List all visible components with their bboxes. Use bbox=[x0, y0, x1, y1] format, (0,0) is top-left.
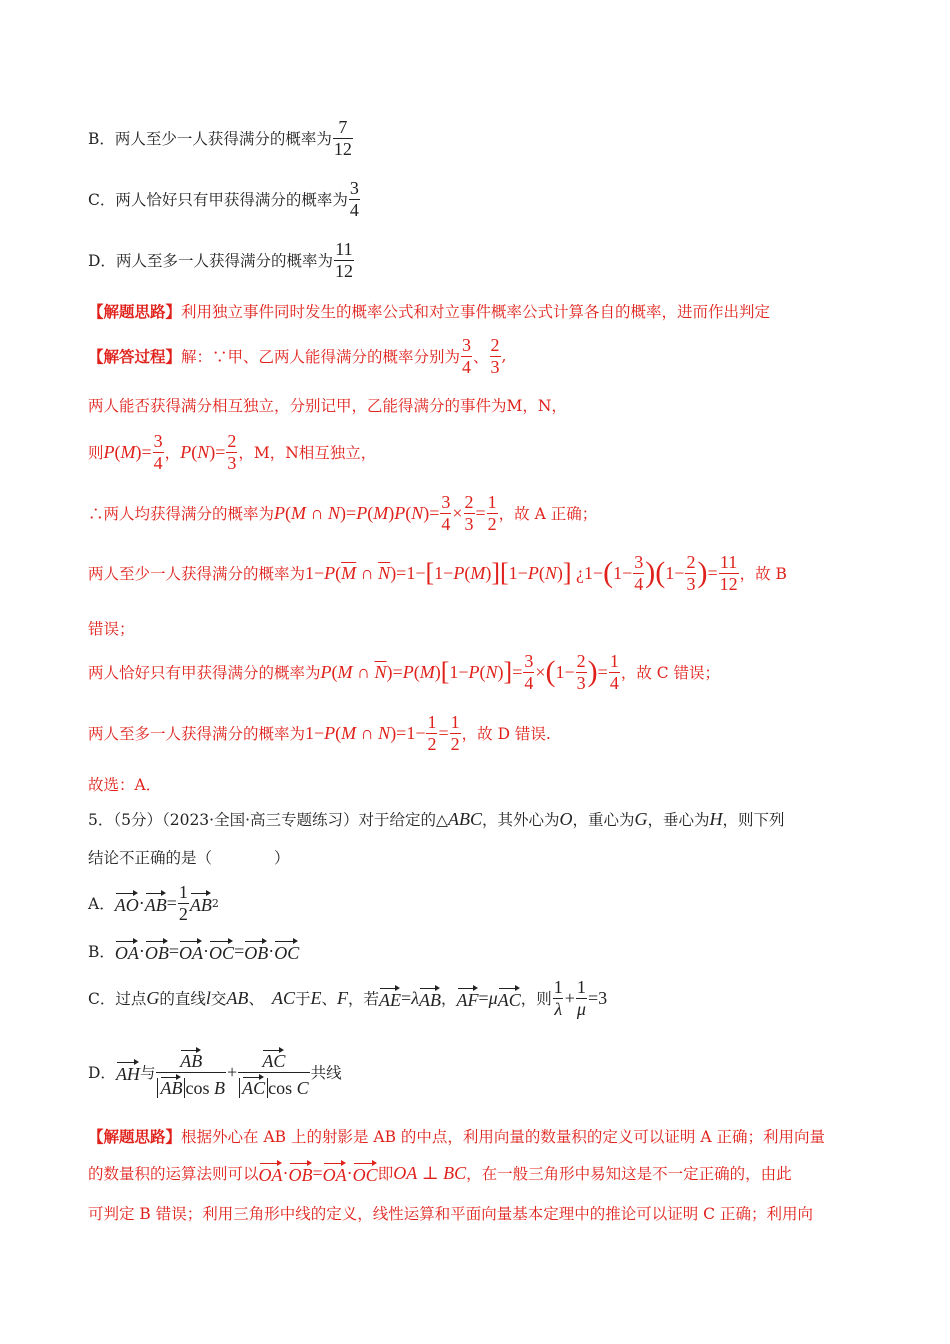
process-text: 解：∵甲、乙两人能得满分的概率分别为 bbox=[181, 348, 461, 367]
solution-line4: ∴两人均获得满分的概率为 P ( M ∩ N )= P ( M ) P ( N )= $\frac{3}{4}$ × $\frac{2}{3}$ = $\frac{1}{2}$ ，故 A 正确； bbox=[88, 492, 598, 534]
solution-most: 两人至多一人获得满分的概率为 bbox=[88, 725, 306, 744]
idea-text: 利用独立事件同时发生的概率公式和对立事件概率公式计算各自的概率，进而作出判定 bbox=[181, 303, 771, 321]
q5-line2: 结论不正确的是（ ） bbox=[88, 849, 290, 867]
q5-text: ，垂心为 bbox=[647, 811, 710, 829]
solution-line7: 两人恰好只有甲获得满分的概率为 P ( M ∩ $\overline{N}$ )= P ( M ) [ 1− P ( N ) ] = $\frac{3}{4}$ × ( 1− $\frac{2}{3}$ ) = $\frac{1}{4}$ ，故 C 错误； bbox=[88, 651, 721, 693]
q5-option-d-label: D． bbox=[88, 1064, 116, 1083]
solution-idea-2-line2: 的数量积的运算法则可以 OA · OB = OA · OC 即 OA ⊥ BC ，在一般三角形中易知这是不一定正确的，由此 bbox=[88, 1160, 792, 1186]
solution-line8: 两人至多一人获得满分的概率为 1− P ( M ∩ N )=1− $\frac{1}{2}$ = $\frac{1}{2}$ ，故 D 错误. bbox=[88, 712, 551, 754]
option-c-text: 两人恰好只有甲获得满分的概率为 bbox=[115, 191, 348, 210]
solution-line5: 两人至少一人获得满分的概率为 1− P ( $\overline{M}$ ∩ $\overline{N}$ )=1− [ 1− P ( M ) ] [ 1− P ( N ) ] ¿1− ( 1− $\frac{3}{4}$ )( 1− $\frac{2}{3}$ ) = $\frac{11}{12}$ ，故 B bbox=[88, 552, 787, 594]
q5-option-c: C． 过点 G 的直线 l 交 AB 、 AC 于 E 、 F ， 若 AE = λ AB ， AF = μ AC ， 则 $\frac{1}{\lambda}$ + $\frac{1}{\mu}$ =3 bbox=[88, 977, 608, 1019]
solution-both: ∴两人均获得满分的概率为 bbox=[88, 505, 275, 524]
idea2-text: ，在一般三角形中易知这是不一定正确的，由此 bbox=[466, 1165, 792, 1183]
option-c bbox=[88, 179, 361, 220]
q5-option-b-label: B． bbox=[88, 943, 115, 961]
solution-only-end: ，故 C 错误； bbox=[620, 664, 721, 683]
option-b-fraction: $\frac{7}{12}$ bbox=[333, 117, 352, 159]
q5-option-a-label: A． bbox=[88, 895, 115, 914]
q5-text: ，重心为 bbox=[572, 811, 635, 829]
idea2-text: 可判定 B 错误；利用三角形中线的定义，线性运算和平面向量基本定理中的推论可以证明 C 正确；利用向 bbox=[88, 1205, 813, 1223]
q5-c-text: 于 bbox=[294, 990, 311, 1009]
solution-most-end: ，故 D 错误. bbox=[461, 725, 551, 744]
idea2-tag: 【解题思路】 bbox=[88, 1127, 182, 1146]
solution-line3: 则 P ( M )= $\frac{3}{4}$ ， P ( N )= $\frac{2}{3}$ ， M，N相互独立， bbox=[88, 431, 377, 473]
idea2-text: 的数量积的运算法则可以 bbox=[88, 1165, 259, 1183]
q5-c-text: 的直线 bbox=[159, 990, 206, 1009]
solution-least-end: ，故 B bbox=[739, 565, 787, 584]
solution-line2 bbox=[88, 394, 567, 416]
option-d-label: D． bbox=[88, 252, 116, 271]
answer-text: 故选：A． bbox=[88, 776, 162, 794]
q5-d-text: 与 bbox=[139, 1064, 156, 1083]
solution-idea-2-line3 bbox=[88, 1202, 813, 1224]
question-5-line2 bbox=[88, 846, 290, 868]
q5-text: ，则下列 bbox=[722, 811, 785, 829]
solution-wrong: 错误； bbox=[88, 620, 135, 638]
option-b-text: 两人至少一人获得满分的概率为 bbox=[114, 130, 332, 149]
option-d-fraction: $\frac{11}{12}$ bbox=[334, 239, 353, 281]
solution-least: 两人至少一人获得满分的概率为 bbox=[88, 565, 306, 584]
idea2-text: 即 bbox=[377, 1165, 394, 1183]
solution-then: 则 bbox=[88, 444, 104, 463]
q5-option-d: D． AH 与 $\frac{AB}{\text{AB cos B}}$ + $\frac{AC}{\text{AC cos C}}$ 共线 bbox=[88, 1047, 342, 1098]
q5-option-c-label: C． bbox=[88, 990, 116, 1009]
q5-c-text: 则 bbox=[536, 990, 552, 1009]
q5-c-text: 若 bbox=[363, 990, 380, 1009]
q5-option-a: A． AO · AB = $\frac{1}{2}$ AB 2 bbox=[88, 882, 219, 924]
process-tag: 【解答过程】 bbox=[88, 347, 182, 367]
question-5: 5．（5分）（2023·全国·高三专题练习）对于给定的△ ABC ，其外心为 O ，重心为 G ，垂心为 H ，则下列 bbox=[88, 808, 785, 829]
option-d bbox=[88, 240, 355, 281]
q5-c-text: 交 bbox=[210, 990, 227, 1009]
q5-lead: 5．（5分）（2023·全国·高三专题练习）对于给定的△ bbox=[88, 811, 448, 829]
q5-c-text: 过点 bbox=[115, 990, 147, 1009]
solution-idea-2 bbox=[88, 1125, 825, 1147]
option-d-text: 两人至多一人获得满分的概率为 bbox=[115, 252, 333, 271]
idea-tag: 【解题思路】 bbox=[88, 302, 182, 321]
q5-option-b: B． OA · OB = OA · OC = OB · OC bbox=[88, 938, 299, 964]
solution-line2-text: 两人能否获得满分相互独立，分别记甲，乙能得满分的事件为M，N， bbox=[88, 397, 567, 415]
solution-indep: M，N相互独立， bbox=[253, 444, 377, 463]
solution-line6 bbox=[88, 617, 135, 639]
solution-only: 两人恰好只有甲获得满分的概率为 bbox=[88, 664, 321, 683]
option-c-label: C． bbox=[88, 191, 116, 210]
q5-d-text: 共线 bbox=[310, 1064, 342, 1083]
solution-idea bbox=[88, 300, 770, 322]
option-b bbox=[88, 118, 354, 159]
prob-fraction: $\frac{3}{4}$ bbox=[462, 335, 472, 377]
solution-both-end: ，故 A 正确； bbox=[498, 505, 598, 524]
idea2-text: 根据外心在 AB 上的射影是 AB 的中点，利用向量的数量积的定义可以证明 A 正确；利用向量 bbox=[181, 1128, 825, 1146]
option-b-label: B． bbox=[88, 130, 115, 149]
answer bbox=[88, 773, 161, 795]
solution-process: 【解答过程】 解：∵甲、乙两人能得满分的概率分别为 $\frac{3}{4}$ 、 $\frac{2}{3}$ , bbox=[88, 335, 507, 377]
prob-fraction: $\frac{2}{3}$ bbox=[490, 335, 500, 377]
q5-text: ，其外心为 bbox=[481, 811, 560, 829]
option-c-fraction: $\frac{3}{4}$ bbox=[349, 178, 359, 220]
